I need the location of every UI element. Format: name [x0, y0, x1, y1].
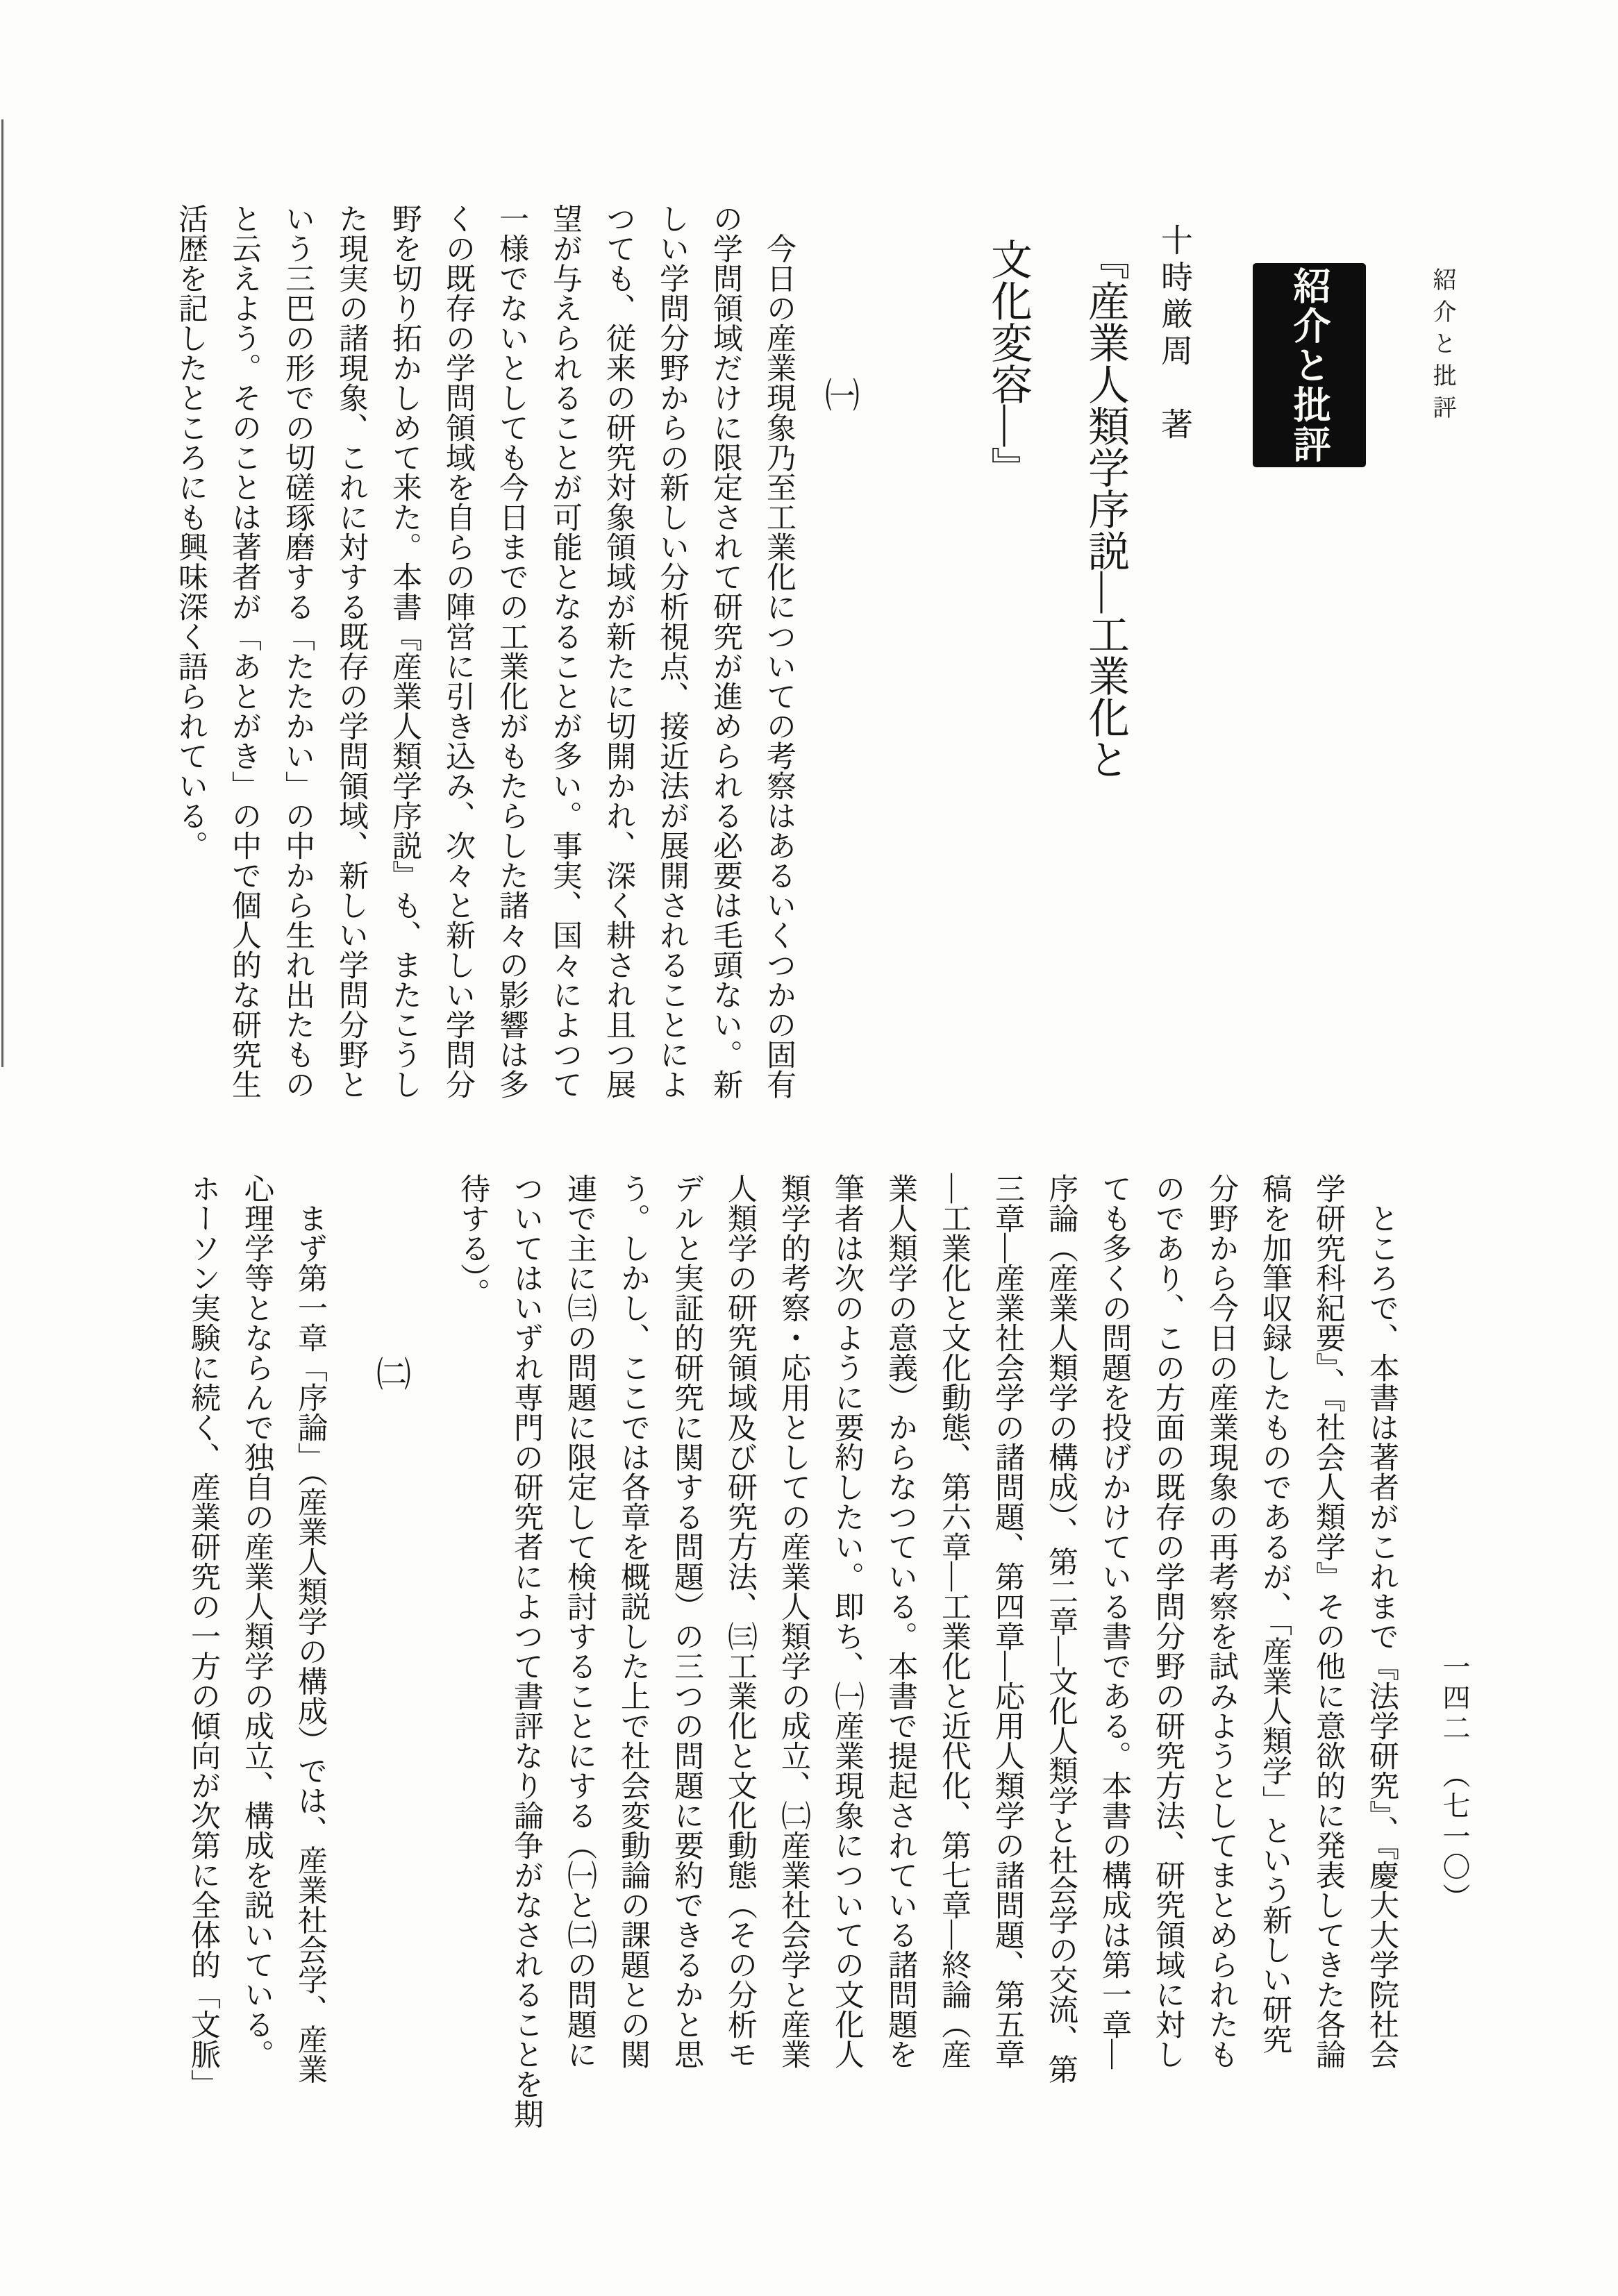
text-column: 序論（産業人類学の構成）、第二章―文化人類学と社会学の交流、第	[1044, 1173, 1077, 2084]
text-column: デルと実証的研究に関する問題）の三つの問題に要約できるかと思	[670, 1173, 703, 2069]
text-column: のであり、この方面の既存の学問分野の研究方法、研究領域に対し	[1151, 1173, 1184, 2069]
text-column: 稿を加筆収録したものであるが、「産業人類学」という新しい研究	[1258, 1173, 1291, 2054]
text-column: 心理学等とならんで独自の産業人類学の成立、構成を説いている。	[240, 1173, 273, 2069]
author-name: 十時厳周 著	[1157, 224, 1192, 444]
text-column: 筆者は次のように要約したい。即ち、㈠産業現象についての文化人	[831, 1173, 863, 2069]
text-column: 連で主に㈢の問題に限定して検討することにする（㈠と㈡の問題に	[563, 1173, 596, 2069]
text-column: 活歴を記したところにも興味深く語られている。	[174, 203, 207, 860]
text-column: つても、従来の研究対象領域が新たに切開かれ、深く耕され且つ展	[602, 203, 635, 1099]
section-badge	[1253, 264, 1365, 467]
text-column: た現実の諸現象、これに対する既存の学問領域、新しい学問分野と	[335, 203, 367, 1099]
section-badge-label: 紹介と批評	[1288, 266, 1330, 464]
text-column: 一様でないとしても今日までの工業化がもたらした諸々の影響は多	[495, 203, 528, 1099]
text-column: う。しかし、ここでは各章を概説した上で社会変動論の課題との関	[617, 1173, 649, 2069]
text-column: まず第一章「序論」（産業人類学の構成）では、産業社会学、産業	[294, 1173, 326, 2084]
text-column: ても多くの問題を投げかけている書である。本書の構成は第一章―	[1098, 1173, 1131, 2069]
text-column: 学研究科紀要』、『社会人類学』その他に意欲的に発表してきた各論	[1312, 1173, 1344, 2069]
page-number: 一四二 （七一〇）	[1439, 1652, 1470, 1913]
text-column: しい学問分野からの新しい分析視点、接近法が展開されることによ	[656, 203, 688, 1099]
text-column: 望が与えられることが可能となることが多い。事実、国々によつて	[549, 203, 581, 1099]
text-column: の学問領域だけに限定されて研究が進められる必要は毛頭ない。新	[709, 203, 742, 1099]
text-column: いう三巴の形での切磋琢磨する「たたかい」の中から生れ出たもの	[281, 203, 314, 1099]
text-column: 待する）。	[456, 1173, 489, 1308]
scan-edge-artifact	[1, 119, 3, 1067]
text-column: ついてはいずれ専門の研究者によつて書評なり論争がなされることを期	[510, 1173, 542, 2129]
book-title-line-1: 『産業人類学序説―工業化と	[1083, 238, 1128, 780]
text-column: くの既存の学問領域を自らの陣営に引き込み、次々と新しい学問分	[442, 203, 474, 1099]
section-2-marker: ㈡	[376, 1355, 411, 1394]
section-1-body	[164, 203, 806, 1137]
text-column: 人類学の研究領域及び研究方法、㈢工業化と文化動態（その分析モ	[724, 1173, 756, 2069]
text-column: と云えよう。そのことは著者が「あとがき」の中で個人的な研究生	[228, 203, 260, 1099]
section-2-body-continued	[176, 1173, 337, 2114]
text-column: 野を切り拓かしめて来た。本書『産業人類学序説』も、またこうし	[388, 203, 421, 1099]
text-column: ところで、本書は著者がこれまで『法学研究』、『慶大大学院社会	[1365, 1173, 1398, 2069]
text-column: ホーソン実験に続く、産業研究の一方の傾向が次第に全体的「文脈」	[187, 1173, 219, 2099]
text-column: 業人類学の意義）からなつている。本書で提起されている諸問題を	[884, 1173, 917, 2069]
section-1-marker: ㈠	[825, 376, 860, 415]
text-column: 分野から今日の産業現象の再考察を試みようとしてまとめられたも	[1205, 1173, 1237, 2069]
book-title-line-2: 文化変容―』	[985, 238, 1031, 488]
running-head: 紹介と批評	[1429, 267, 1455, 427]
text-column: 今日の産業現象乃至工業化についての考察はあるいくつかの固有	[762, 203, 795, 1099]
text-column: 三章―産業社会学の諸問題、第四章―応用人類学の諸問題、第五章	[991, 1173, 1024, 2069]
section-2-body	[446, 1173, 1408, 2129]
text-column: 類学的考察・応用としての産業人類学の成立、㈡産業社会学と産業	[777, 1173, 810, 2069]
text-column: ―工業化と文化動態、第六章―工業化と近代化、第七章―終論（産	[937, 1173, 970, 2069]
